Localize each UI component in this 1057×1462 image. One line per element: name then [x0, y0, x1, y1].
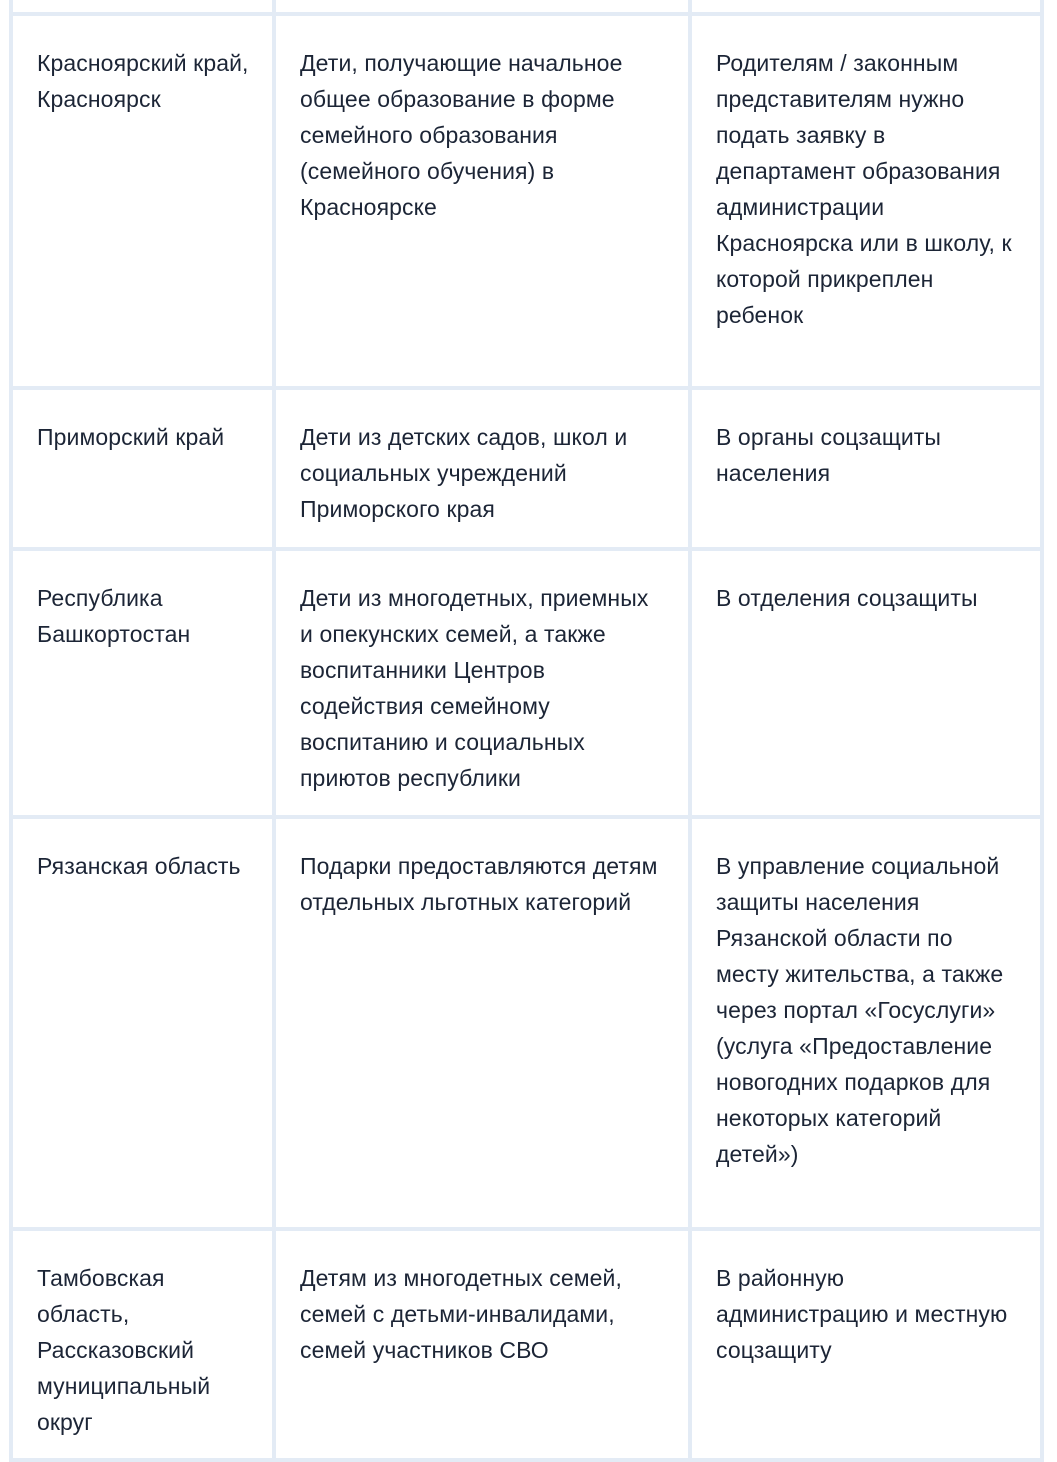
table-row: [11, 817, 1042, 1229]
where-to-apply-cell: [690, 549, 1042, 817]
where-to-apply-text: В районную администрацию и местную соцзащиту: [716, 1265, 1008, 1363]
where-to-apply-cell: [690, 817, 1042, 1229]
region-cell: [11, 14, 274, 388]
region-cell: [11, 549, 274, 817]
table-cell: [11, 0, 274, 14]
where-to-apply-text: Родителям / законным представителям нужно подать заявку в департамент образования администрации Красноярска или в школу, к которой прикреплен ребенок: [716, 50, 1012, 328]
region-cell: [11, 817, 274, 1229]
where-to-apply-cell: [690, 1229, 1042, 1460]
table-cell: [274, 0, 690, 14]
table-row: [11, 549, 1042, 817]
where-to-apply-text: В отделения соцзащиты: [716, 585, 978, 611]
recipients-text: Подарки предоставляются детям отдельных льготных категорий: [300, 853, 658, 915]
region-cell: [11, 1229, 274, 1460]
region-text: Красноярский край, Красноярск: [37, 50, 249, 112]
region-text: Рязанская область: [37, 853, 241, 879]
recipients-cell: [274, 817, 690, 1229]
table-row: [11, 1229, 1042, 1460]
table-cell: [690, 0, 1042, 14]
region-cell: [11, 388, 274, 549]
recipients-cell: [274, 1229, 690, 1460]
recipients-cell: [274, 549, 690, 817]
region-text: Республика Башкортостан: [37, 585, 191, 647]
where-to-apply-text: В органы соцзащиты населения: [716, 424, 942, 486]
where-to-apply-text: В управление социальной защиты населения Рязанской области по месту жительства, а также через портал «Госуслуги» (услуга «Предоставление новогодних подарков для некоторых категорий детей»): [716, 853, 1004, 1167]
region-text: Приморский край: [37, 424, 225, 450]
recipients-text: Детям из многодетных семей, семей с детьми-инвалидами, семей участников СВО: [300, 1265, 622, 1363]
where-to-apply-cell: [690, 388, 1042, 549]
recipients-text: Дети, получающие начальное общее образование в форме семейного образования (семейного обучения) в Красноярске: [300, 50, 623, 220]
table-row: [11, 388, 1042, 549]
where-to-apply-cell: [690, 14, 1042, 388]
recipients-cell: [274, 14, 690, 388]
recipients-text: Дети из многодетных, приемных и опекунских семей, а также воспитанники Центров содействия семейному воспитанию и социальных приютов республики: [300, 585, 649, 791]
gifts-table-container: [9, 0, 1040, 1462]
table-row-previous-partial: [11, 0, 1042, 14]
recipients-cell: [274, 388, 690, 549]
gifts-table: [9, 0, 1044, 1462]
table-row: [11, 14, 1042, 388]
recipients-text: Дети из детских садов, школ и социальных учреждений Приморского края: [300, 424, 628, 522]
region-text: Тамбовская область, Рассказовский муниципальный округ: [37, 1265, 211, 1435]
